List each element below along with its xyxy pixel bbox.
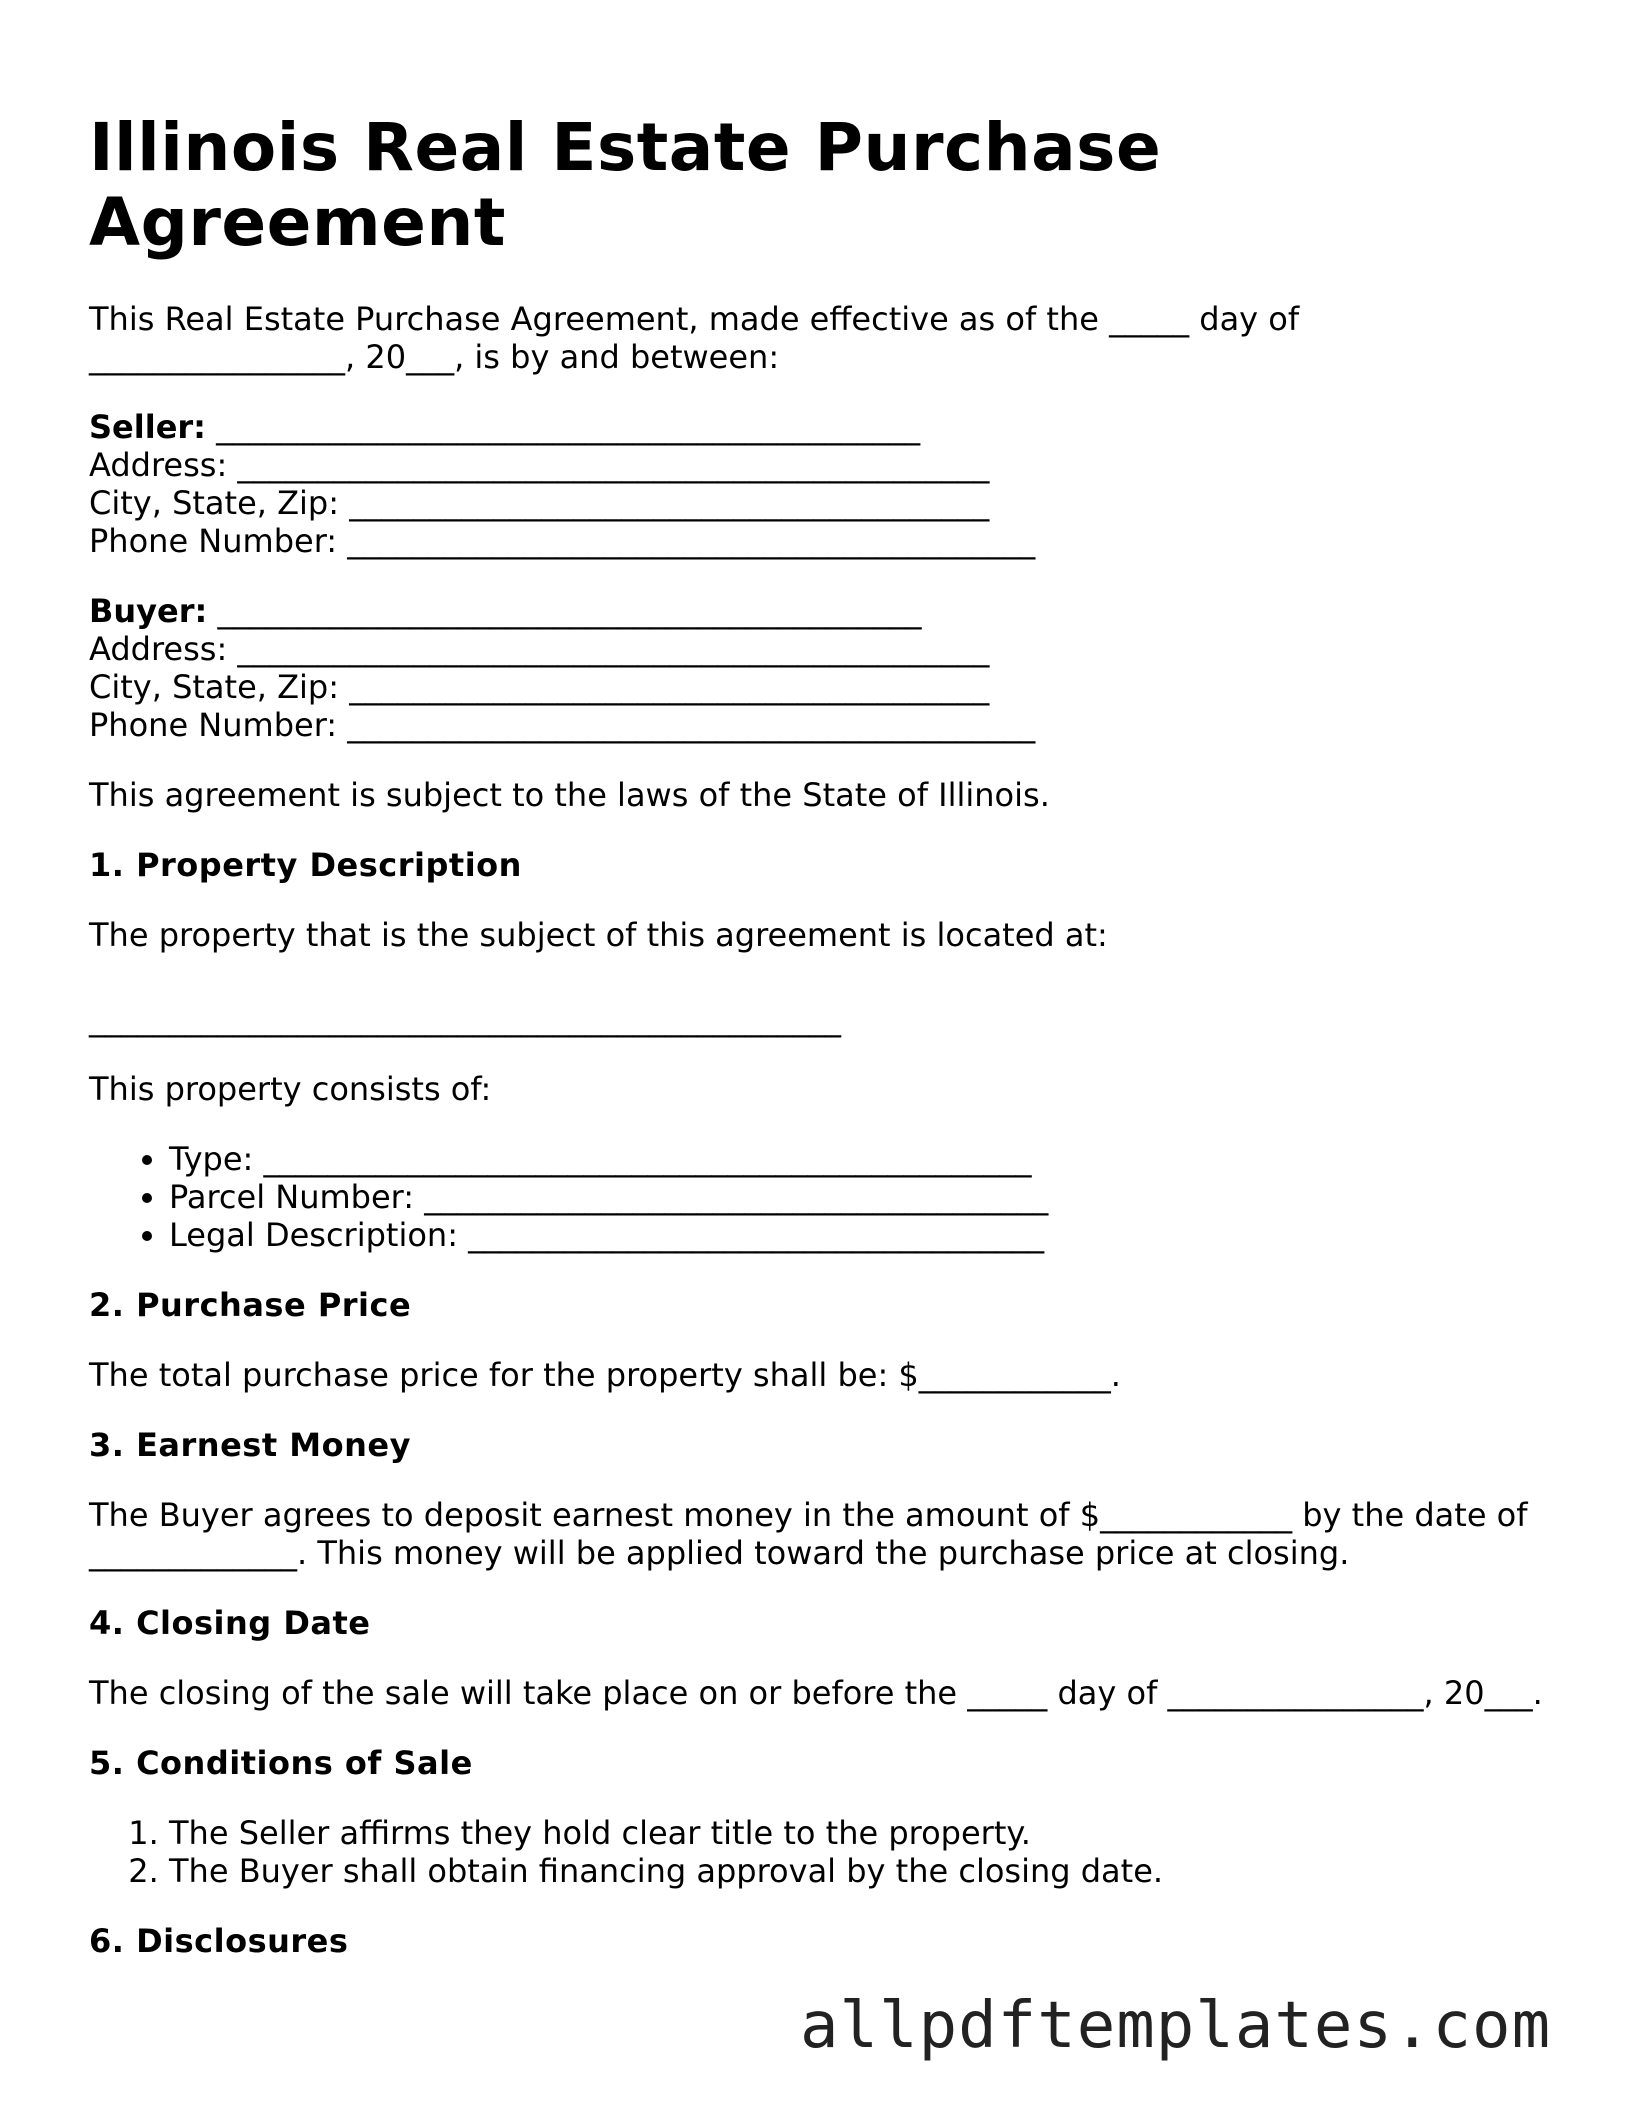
conditions-list xyxy=(89,1814,1569,1890)
buyer-phone-line: Phone Number: ___________________________________________ xyxy=(89,706,1036,744)
buyer-label: Buyer: xyxy=(89,592,208,630)
list-item: 1. The Seller affirms they hold clear title to the property. xyxy=(169,1814,1569,1852)
document-page xyxy=(89,110,1569,1960)
seller-label: Seller: xyxy=(89,408,206,446)
closing-date-text: The closing of the sale will take place on or before the _____ day of ________________, 20___. xyxy=(89,1674,1543,1712)
seller-name-line xyxy=(89,408,1569,446)
intro-paragraph: This Real Estate Purchase Agreement, made effective as of the _____ day of ________________, 20___, is by and between: xyxy=(89,300,1300,376)
watermark-text: allpdftemplates.com xyxy=(800,1989,1552,2063)
purchase-price-text: The total purchase price for the property shall be: $____________. xyxy=(89,1356,1121,1394)
property-location-text: The property that is the subject of this agreement is located at: xyxy=(89,916,1108,954)
buyer-name-blank: ____________________________________________ xyxy=(207,592,922,630)
seller-phone-line: Phone Number: ___________________________________________ xyxy=(89,522,1036,560)
section-6-heading: 6. Disclosures xyxy=(89,1922,349,1960)
seller-address-line: Address: _______________________________________________ xyxy=(89,446,990,484)
list-item: 2. The Buyer shall obtain financing approval by the closing date. xyxy=(169,1852,1569,1890)
buyer-block xyxy=(89,592,1569,744)
seller-city-line: City, State, Zip: ________________________________________ xyxy=(89,484,990,522)
buyer-city-line: City, State, Zip: ________________________________________ xyxy=(89,668,990,706)
buyer-address-line: Address: _______________________________________________ xyxy=(89,630,990,668)
section-2-heading: 2. Purchase Price xyxy=(89,1286,412,1324)
seller-name-blank: ____________________________________________ xyxy=(205,408,921,446)
earnest-money-text: The Buyer agrees to deposit earnest money in the amount of $____________ by the date of _____________. This money will be applied toward the purchase price at closing. xyxy=(89,1496,1528,1572)
list-item: • Parcel Number: _______________________________________ xyxy=(169,1178,1569,1216)
section-5-heading: 5. Conditions of Sale xyxy=(89,1744,473,1782)
property-location-blank: _______________________________________________ xyxy=(89,1000,841,1038)
section-4-heading: 4. Closing Date xyxy=(89,1604,371,1642)
document-title: Illinois Real Estate Purchase Agreement xyxy=(89,109,1162,261)
list-item: • Legal Description: ____________________________________ xyxy=(169,1216,1569,1254)
property-consists-text: This property consists of: xyxy=(89,1070,492,1108)
list-item: • Type: ________________________________________________ xyxy=(169,1140,1569,1178)
property-fields-list xyxy=(89,1140,1569,1254)
governing-law-text: This agreement is subject to the laws of the State of Illinois. xyxy=(89,776,1050,814)
seller-block xyxy=(89,408,1569,560)
buyer-name-line xyxy=(89,592,1569,630)
section-3-heading: 3. Earnest Money xyxy=(89,1426,411,1464)
section-1-heading: 1. Property Description xyxy=(89,846,522,884)
